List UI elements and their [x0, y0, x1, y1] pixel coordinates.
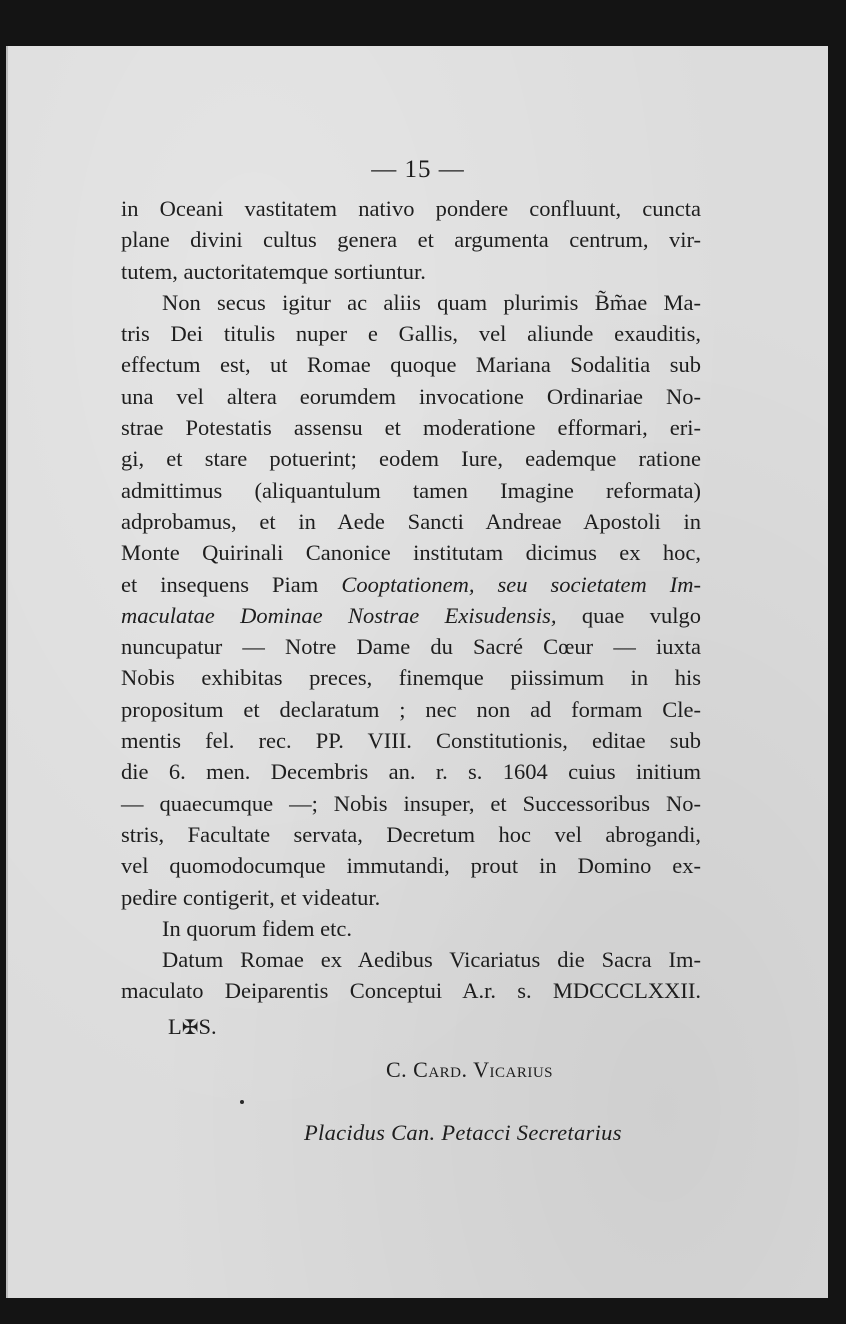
italic-segment: maculatae Dominae Nostrae Exisudensis,	[121, 602, 557, 628]
text-segment: quae vulgo	[556, 602, 701, 628]
text-line: In quorum fidem etc.	[162, 915, 352, 941]
seal-letter: S.	[198, 1014, 217, 1039]
text-line: in Oceani vastitatem nativo pondere confluunt, cuncta	[121, 196, 701, 221]
seal-letter: L	[168, 1014, 182, 1039]
text-line: Nobis exhibitas preces, finemque piissimum in his	[121, 665, 701, 691]
text-line-mixed	[121, 569, 701, 600]
text-line: tutem, auctoritatemque sortiuntur.	[121, 258, 426, 284]
cross-icon: ✠	[181, 1017, 199, 1039]
text-line: tris Dei titulis nuper e Gallis, vel aliunde exauditis,	[121, 321, 701, 347]
book-page	[6, 46, 828, 1298]
text-line: admittimus (aliquantulum tamen Imagine reformata)	[121, 477, 701, 503]
text-line: — quaecumque —; Nobis insuper, et Successoribus No-	[121, 790, 701, 816]
text-segment: et insequens Piam	[121, 571, 342, 597]
text-line: maculato Deiparentis Conceptui A.r. s. MDCCCLXXII.	[121, 978, 701, 1004]
body-text	[121, 193, 701, 1007]
text-line: plane divini cultus genera et argumenta centrum, vir-	[121, 227, 701, 253]
text-line: propositum et declaratum ; nec non ad formam Cle-	[121, 696, 701, 722]
text-line: stris, Facultate servata, Decretum hoc vel abrogandi,	[121, 821, 701, 847]
ink-dot	[240, 1100, 244, 1104]
text-line: nuncupatur — Notre Dame du Sacré Cœur — iuxta	[121, 634, 701, 660]
text-line-mixed	[121, 600, 701, 631]
page-number: — 15 —	[371, 156, 465, 183]
text-line: pedire contigerit, et videatur.	[121, 884, 381, 910]
text-line: Monte Quirinali Canonice institutam dicimus ex hoc,	[121, 540, 701, 566]
signature-vicarius: C. Card. Vicarius	[386, 1057, 554, 1082]
text-line: una vel altera eorumdem invocatione Ordinariae No-	[121, 383, 701, 409]
text-line: strae Potestatis assensu et moderatione efformari, eri-	[121, 415, 701, 441]
signature-secretarius: Placidus Can. Petacci Secretarius	[304, 1120, 622, 1145]
text-line: Non secus igitur ac aliis quam plurimis B̃m̃ae Ma-	[162, 289, 701, 315]
seal-mark	[168, 1014, 217, 1040]
italic-segment: Cooptationem, seu societatem Im-	[341, 571, 701, 597]
text-line: Datum Romae ex Aedibus Vicariatus die Sacra Im-	[162, 947, 701, 973]
text-line: die 6. men. Decembris an. r. s. 1604 cuius initium	[121, 759, 701, 785]
text-line: gi, et stare potuerint; eodem Iure, eademque ratione	[121, 446, 701, 472]
text-line: mentis fel. rec. PP. VIII. Constitutionis, editae sub	[121, 728, 701, 754]
text-line: effectum est, ut Romae quoque Mariana Sodalitia sub	[121, 352, 701, 378]
text-line: vel quomodocumque immutandi, prout in Domino ex-	[121, 853, 701, 879]
text-line: adprobamus, et in Aede Sancti Andreae Apostoli in	[121, 508, 701, 534]
